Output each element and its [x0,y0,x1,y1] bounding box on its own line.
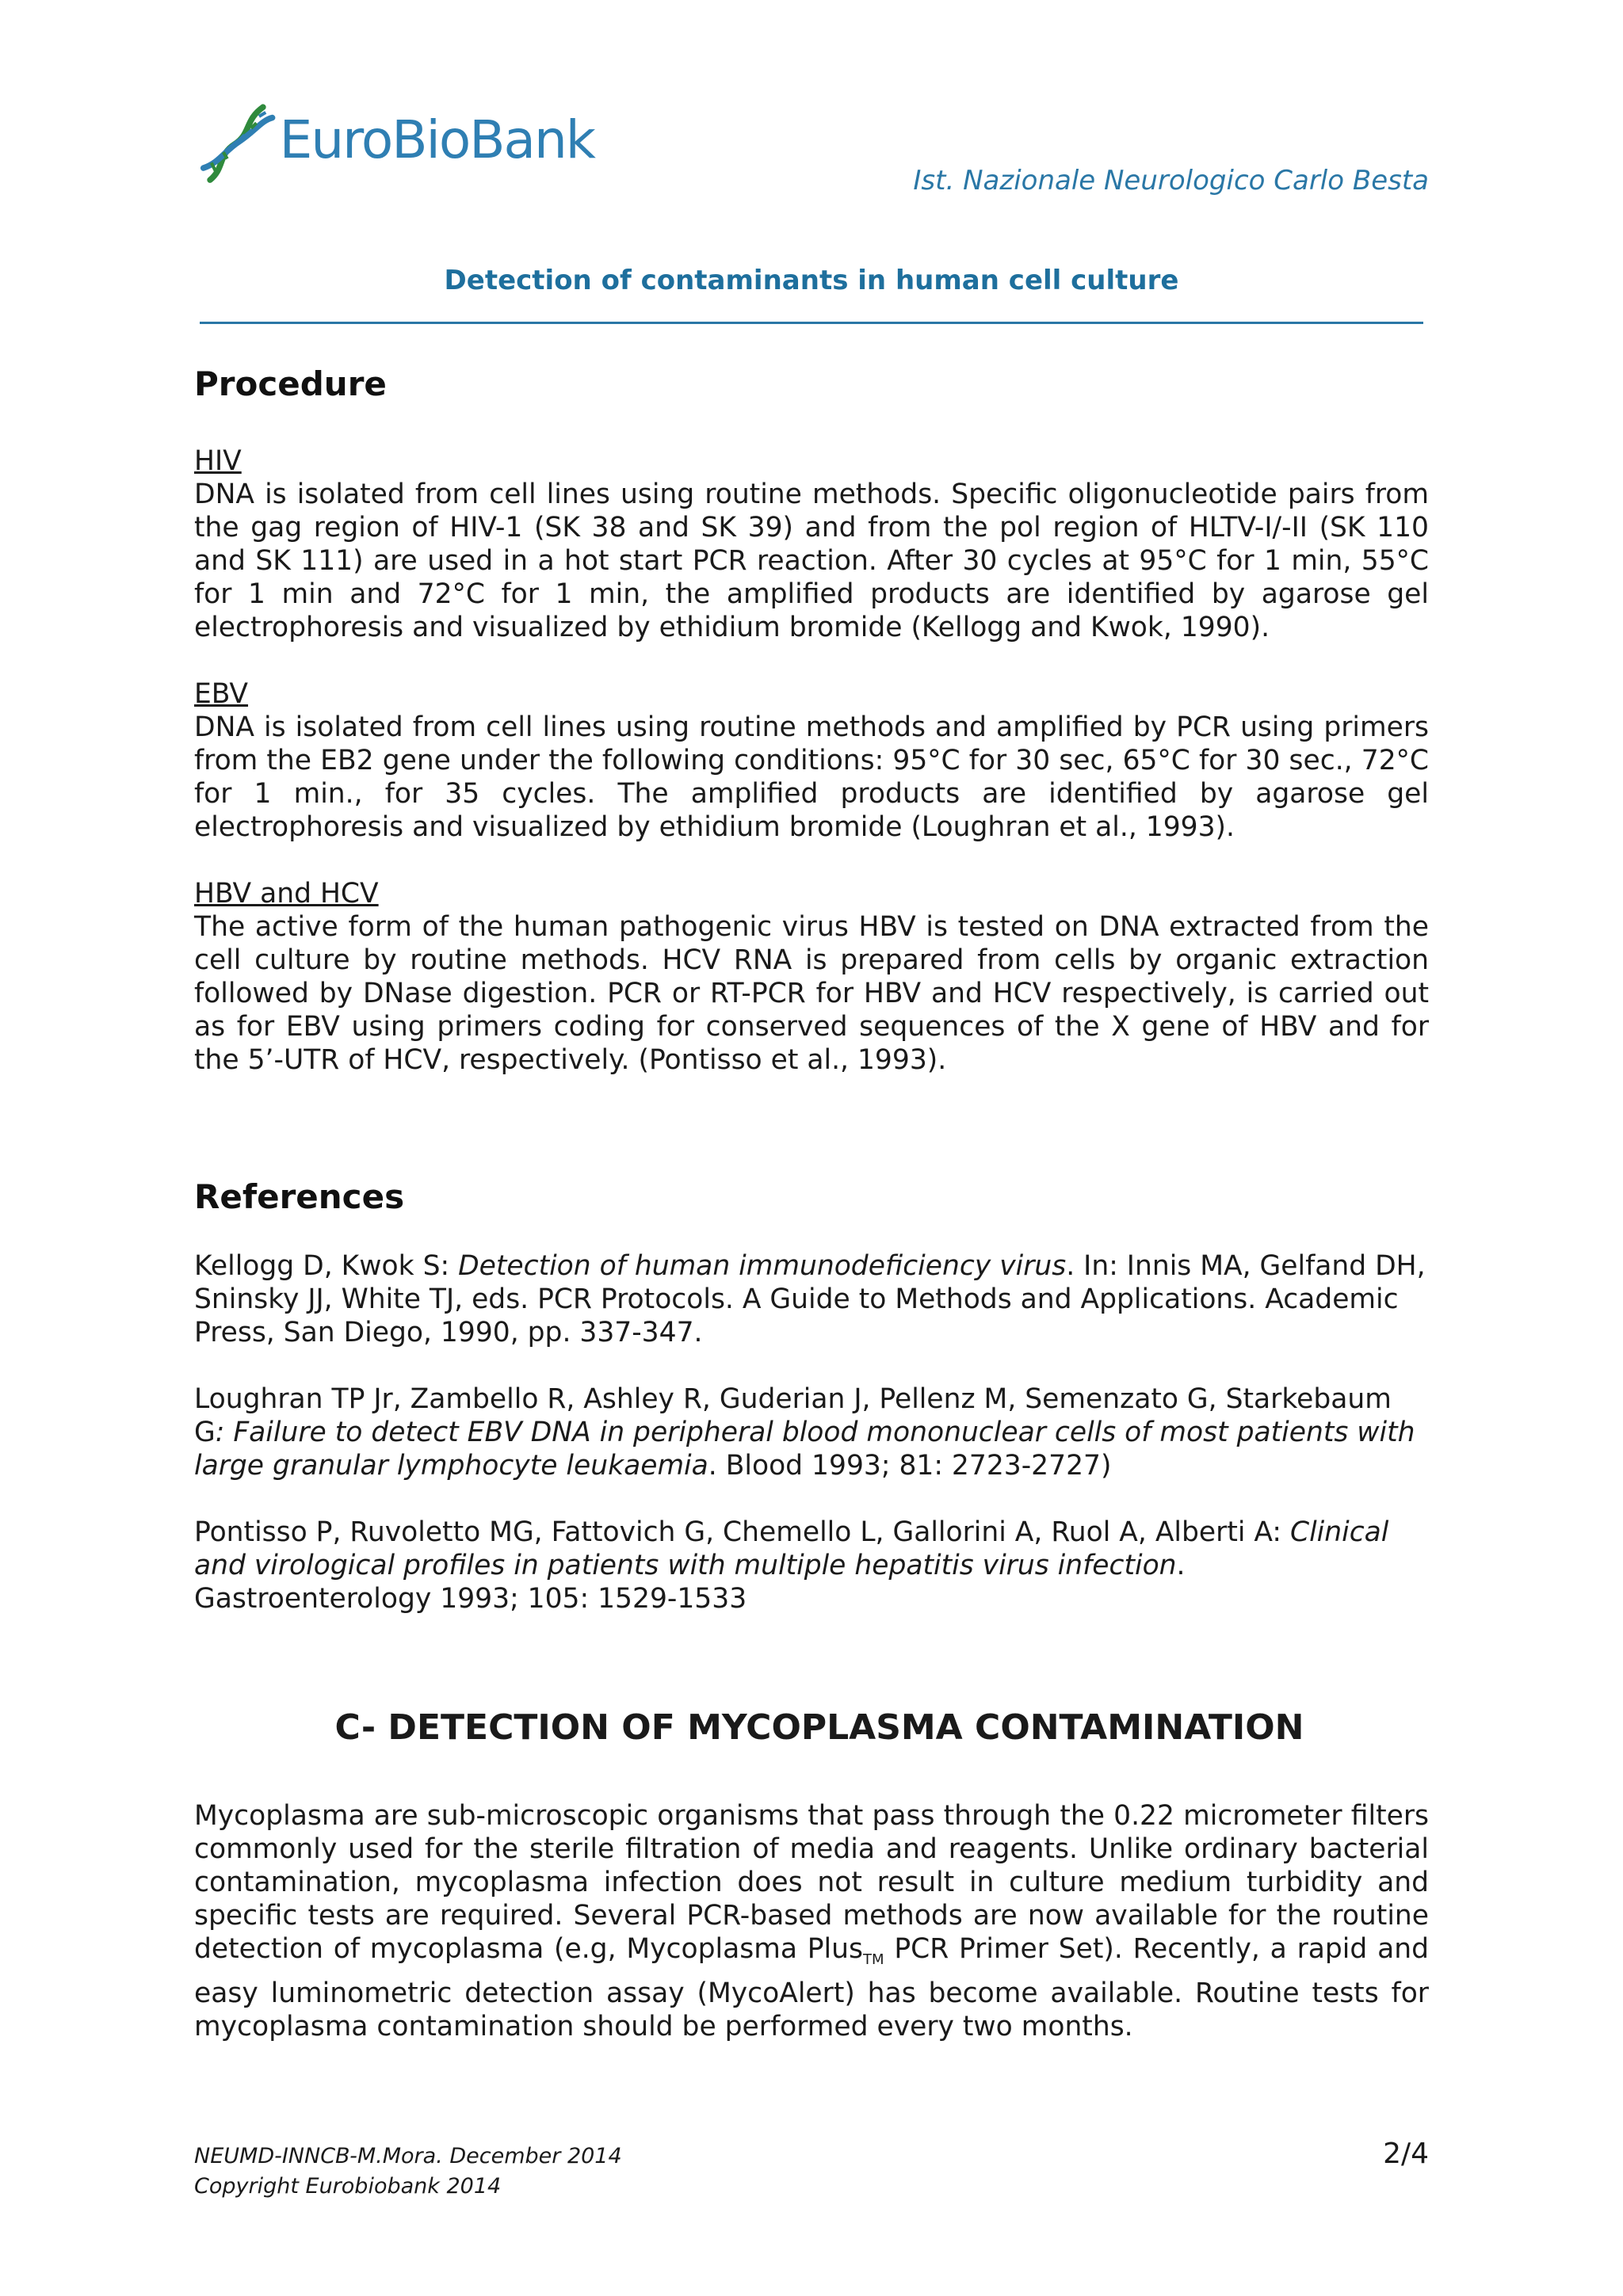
institute-name: Ist. Nazionale Neurologico Carlo Besta [913,165,1429,196]
reference-item [194,1383,1429,1482]
footer-copyright: Copyright Eurobiobank 2014 [194,2174,502,2199]
dna-helix-icon [198,93,277,195]
reference-authors: Loughran TP Jr, Zambello R, Ashley R, Guderian J, Pellenz M, Semenzato G, Starkebaum G [194,1383,1392,1448]
reference-title: Detection of human immunodeficiency virus [458,1250,1067,1282]
footer-info [194,2142,622,2202]
ebv-paragraph: DNA is isolated from cell lines using routine methods and amplified by PCR using primers from the EB2 gene under the following conditions: 95°C for 30 sec, 65°C for 30 sec., 72°C for 1 min., for 35 cycles. The amplified products are identified by agarose gel electrophoresis and visualized by ethidium bromide (Loughran et al., 1993). [194,711,1429,843]
mycoplasma-paragraph [194,1799,1429,2043]
footer-document-id: NEUMD-INNCB-M.Mora. December 2014 [194,2144,622,2168]
reference-source: . Gastroenterology 1993; 105: 1529-1533 [194,1550,1186,1615]
reference-source: . In: Innis MA, Gelfand DH, Sninsky JJ, White TJ, eds. PCR Protocols. A Guide to Methods and Applications. Academic Press, San Diego, 1990, pp. 337-347. [194,1250,1426,1348]
eurobiobank-logo [198,93,594,195]
reference-title: : Failure to detect EBV DNA in peripheral blood mononuclear cells of most patients with large granular lymphocyte leukaemia [194,1417,1415,1482]
mycoplasma-text-a: Mycoplasma are sub-microscopic organisms that pass through the 0.22 micrometer filters commonly used for the sterile filtration of media and reagents. Unlike ordinary bacterial contamination, mycoplasma infection does not result in culture medium turbidity and specific tests are required. Several PCR-based methods are now available for the routine detection of mycoplasma (e.g, Mycoplasma Plus [194,1800,1429,1965]
reference-title: Clinical and virological profiles in patients with multiple hepatitis virus infection [194,1516,1389,1581]
reference-source: . Blood 1993; 81: 2723-2727) [708,1450,1112,1482]
ebv-subheading: EBV [194,678,249,710]
procedure-heading: Procedure [194,364,387,403]
reference-item [194,1516,1429,1615]
hbv-hcv-paragraph: The active form of the human pathogenic virus HBV is tested on DNA extracted from the cell culture by routine methods. HCV RNA is prepared from cells by organic extraction followed by DNase digestion. PCR or RT-PCR for HBV and HCV respectively, is carried out as for EBV using primers coding for conserved sequences of the X gene of HBV and for the 5’-UTR of HCV, respectively. (Pontisso et al., 1993). [194,911,1429,1076]
references-heading: References [194,1177,405,1216]
hbv-hcv-subheading: HBV and HCV [194,878,379,910]
logo-text: EuroBioBank [279,109,594,170]
reference-list [194,1249,1429,1615]
mycoplasma-text-b: PCR Primer Set). Recently, a rapid and easy luminometric detection assay (MycoAlert) has become available. Routine tests for mycoplasma contamination should be performed every two months. [194,1933,1429,2042]
reference-authors: Pontisso P, Ruvoletto MG, Fattovich G, Chemello L, Gallorini A, Ruol A, Alberti A: [194,1516,1290,1548]
title-divider [200,322,1423,324]
reference-authors: Kellogg D, Kwok S: [194,1250,459,1282]
mycoplasma-heading: C- DETECTION OF MYCOPLASMA CONTAMINATION [334,1707,1304,1748]
reference-item [194,1249,1429,1349]
document-body [194,360,1429,2043]
document-title: Detection of contaminants in human cell culture [444,265,1179,296]
hiv-subheading: HIV [194,445,242,477]
page-number: 2/4 [1383,2138,1429,2170]
hiv-paragraph: DNA is isolated from cell lines using routine methods. Specific oligonucleotide pairs from the gag region of HIV-1 (SK 38 and SK 39) and from the pol region of HLTV-I/-II (SK 110 and SK 111) are used in a hot start PCR reaction. After 30 cycles at 95°C for 1 min, 55°C for 1 min and 72°C for 1 min, the amplified products are identified by agarose gel electrophoresis and visualized by ethidium bromide (Kellogg and Kwok, 1990). [194,479,1429,643]
trademark-mark: TM [862,1951,884,1968]
